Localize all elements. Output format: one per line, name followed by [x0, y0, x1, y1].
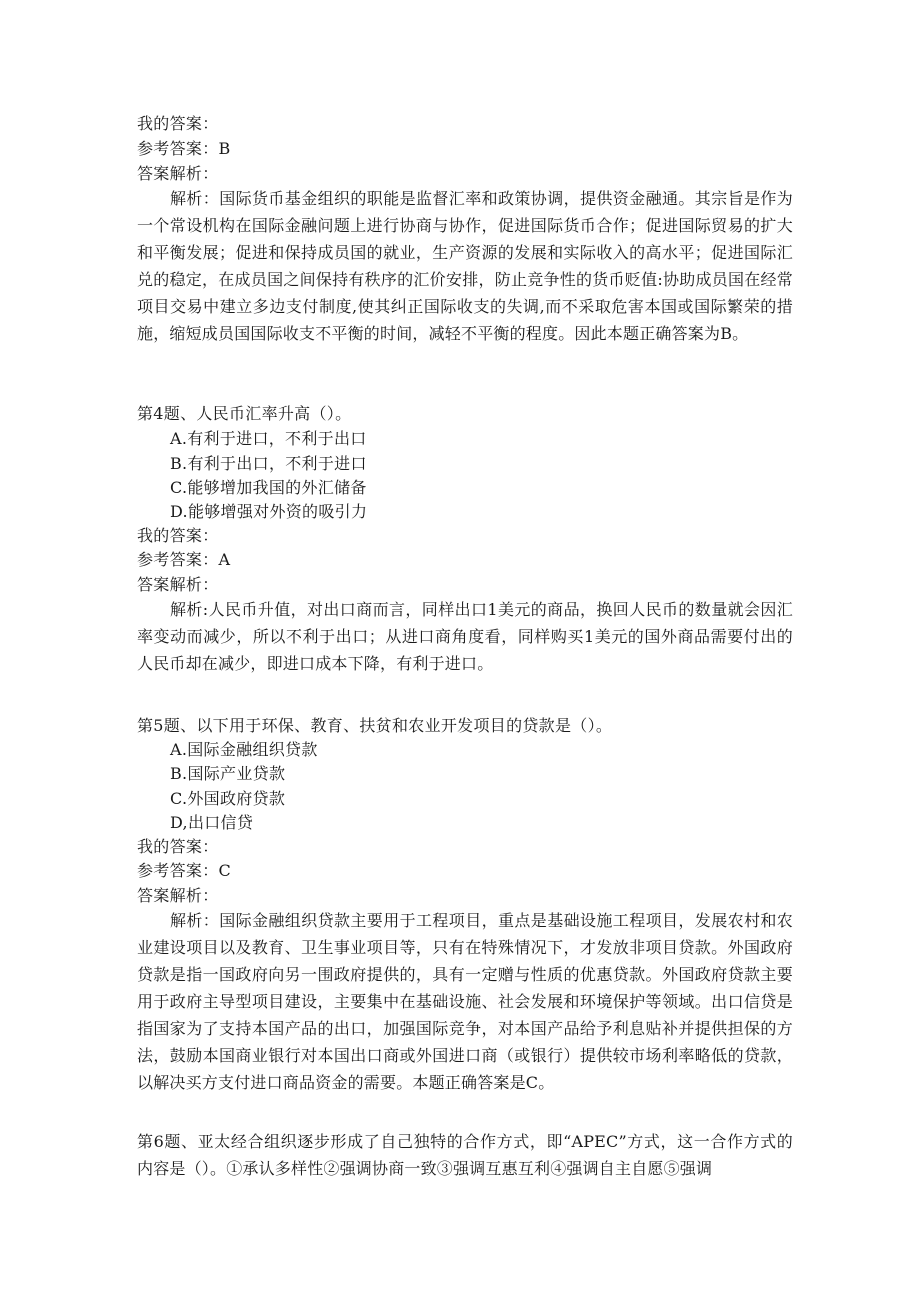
q4-option-b: B.有利于出口，不利于进口 [170, 454, 367, 473]
q6-title: 第6题、亚太经合组织逐步形成了自己独特的合作方式，即“APEC”方式，这一合作方式的内容是（）。①承认多样性②强调协商一致③强调互惠互利④强调自主自愿⑤强调 [137, 1132, 793, 1178]
q3-reference-answer: 参考答案：B [137, 139, 231, 158]
q4-analysis-label: 答案解析： [137, 575, 219, 594]
q4-option-d: D.能够增强对外资的吸引力 [170, 502, 368, 521]
q5-my-answer: 我的答案： [137, 837, 219, 856]
q5-option-a: A.国际金融组织贷款 [170, 740, 318, 759]
q4-option-c: C.能够增加我国的外汇储备 [170, 478, 367, 497]
q5-option-b: B.国际产业贷款 [170, 764, 286, 783]
q3-analysis-text: 解析：国际货币基金组织的职能是监督汇率和政策协调，提供资金融通。其宗旨是作为一个常设机构在国际金融问题上进行协商与协作，促进国际货币合作；促进国际贸易的扩大和平衡发展；促进和保持成员国的就业，生产资源的发展和实际收入的高水平；促进国际汇兑的稳定，在成员国之间保持有秩序的汇价安排，防止竞争性的货币贬值:协助成员国在经常项目交易中建立多边支付制度,使其纠正国际收支的失调,而不采取危害本国或国际繁荣的措施，缩短成员国国际收支不平衡的时间，减轻不平衡的程度。因此本题正确答案为B。 [137, 189, 793, 343]
q4-analysis-text: 解析:人民币升值，对出口商而言，同样出口1美元的商品，换回人民币的数量就会因汇率变动而减少，所以不利于出口；从进口商角度看，同样购买1美元的国外商品需要付出的人民币却在减少，即进口成本下降，有利于进口。 [137, 600, 793, 673]
q3-analysis-label: 答案解析： [137, 164, 219, 183]
q4-title: 第4题、人民币汇率升高（）。 [137, 404, 352, 423]
q4-my-answer: 我的答案： [137, 526, 219, 545]
q5-analysis-text: 解析：国际金融组织贷款主要用于工程项目，重点是基础设施工程项目，发展农村和农业建设项目以及教育、卫生事业项目等，只有在特殊情况下，才发放非项目贷款。外国政府贷款是指一国政府向另一围政府提供的，具有一定赠与性质的优惠贷款。外国政府贷款主要用于政府主导型项目建设，主要集中在基础设施、社会发展和环境保护等领域。出口信贷是指国家为了支持本国产品的出口，加强国际竞争，对本国产品给予利息贴补并提供担保的方法，鼓励本国商业银行对本国出口商或外国进口商（或银行）提供较市场利率略低的贷款，以解决买方支付进口商品资金的需要。本题正确答案是C。 [137, 911, 793, 1092]
q5-title: 第5题、以下用于环保、教育、扶贫和农业开发项目的贷款是（）。 [137, 716, 613, 735]
q4-reference-answer: 参考答案：A [137, 550, 231, 569]
q5-reference-answer: 参考答案：C [137, 861, 232, 880]
q5-option-d: D,出口信贷 [170, 813, 254, 832]
q5-analysis-label: 答案解析： [137, 886, 219, 905]
q5-option-c: C.外国政府贷款 [170, 789, 286, 808]
q3-my-answer: 我的答案： [137, 114, 219, 133]
q4-option-a: A.有利于进口，不利于出口 [170, 429, 367, 448]
